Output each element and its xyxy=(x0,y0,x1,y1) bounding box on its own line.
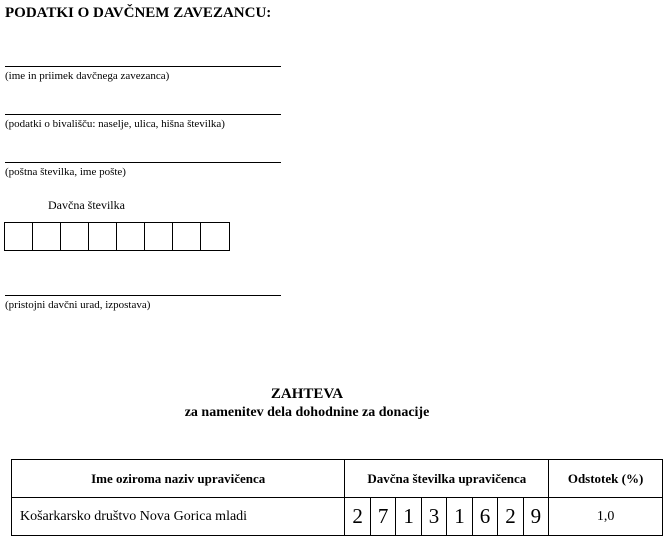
address-field-line[interactable] xyxy=(5,114,281,115)
tax-number-digit-box[interactable] xyxy=(173,223,201,250)
name-field-caption: (ime in priimek davčnega zavezanca) xyxy=(5,70,170,82)
tax-number-digit-box[interactable] xyxy=(201,223,229,250)
tax-number-label: Davčna številka xyxy=(48,198,125,212)
post-field-caption: (poštna številka, ime pošte) xyxy=(5,166,126,178)
recipient-tax-digit: 1 xyxy=(447,498,472,535)
name-field-line[interactable] xyxy=(5,66,281,67)
recipient-tax-digit: 1 xyxy=(396,498,421,535)
recipient-tax-digit: 2 xyxy=(498,498,523,535)
tax-number-boxes[interactable] xyxy=(4,222,230,251)
column-header-name: Ime oziroma naziv upravičenca xyxy=(12,460,345,498)
request-title: ZAHTEVA xyxy=(270,386,344,402)
recipient-name[interactable]: Košarkarsko društvo Nova Gorica mladi xyxy=(12,498,345,536)
recipients-table xyxy=(11,459,663,536)
table-header-row xyxy=(12,460,663,498)
tax-number-digit-box[interactable] xyxy=(33,223,61,250)
recipient-tax-digit: 7 xyxy=(371,498,396,535)
recipient-percent[interactable]: 1,0 xyxy=(549,498,663,536)
column-header-tax-number: Davčna številka upravičenca xyxy=(345,460,549,498)
tax-number-digit-box[interactable] xyxy=(5,223,33,250)
tax-number-digit-box[interactable] xyxy=(145,223,173,250)
recipient-tax-digit: 3 xyxy=(422,498,447,535)
request-subtitle: za namenitev dela dohodnine za donacije xyxy=(184,405,430,420)
tax-number-digit-box[interactable] xyxy=(61,223,89,250)
tax-office-field-caption: (pristojni davčni urad, izpostava) xyxy=(5,299,151,311)
column-header-percent: Odstotek (%) xyxy=(549,460,663,498)
tax-number-digit-box[interactable] xyxy=(89,223,117,250)
table-row xyxy=(12,498,663,536)
recipient-tax-digit: 2 xyxy=(345,498,370,535)
section-title: PODATKI O DAVČNEM ZAVEZANCU: xyxy=(5,5,272,21)
recipient-tax-digit: 9 xyxy=(530,504,542,528)
post-field-line[interactable] xyxy=(5,162,281,163)
recipient-tax-number[interactable] xyxy=(345,498,549,536)
tax-office-field-line[interactable] xyxy=(5,295,281,296)
recipient-tax-digit: 6 xyxy=(473,498,498,535)
tax-number-digit-box[interactable] xyxy=(117,223,145,250)
address-field-caption: (podatki o bivališču: naselje, ulica, hišna številka) xyxy=(5,118,225,130)
